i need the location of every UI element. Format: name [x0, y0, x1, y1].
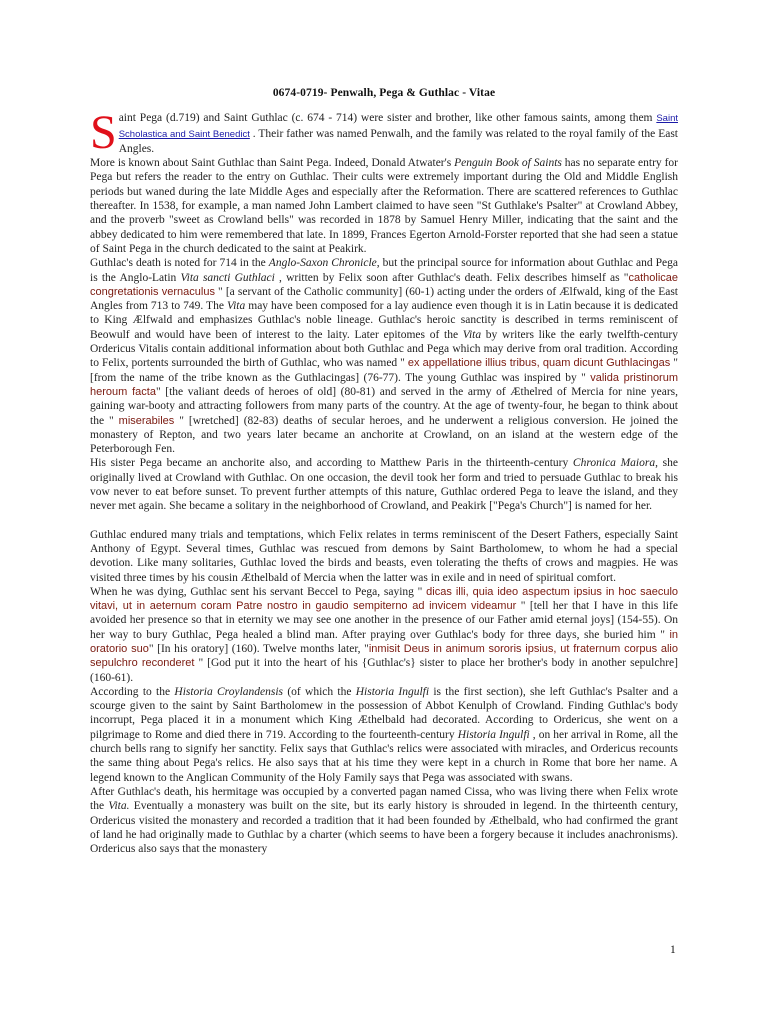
- latin-quote: catholicae congretationis vernaculus: [90, 271, 679, 298]
- paragraph-trials: [90, 528, 678, 585]
- text: " [wretched] (82-83) deaths of secular heroes, and he underwent a religious conversion. He joined the monastery of Repton, and two years later became an anchorite at Crowland, on an island at the western edge of the Peterborough Fen.: [90, 414, 678, 456]
- text: aint Pega (d.719) and Saint Guthlac (c. 674 - 714) were sister and brother, like other famous saints, among them: [118, 112, 657, 125]
- document-title: 0674-0719- Penwalh, Pega & Guthlac - Vitae: [272, 87, 496, 99]
- paragraph-felix: [90, 256, 678, 456]
- italic-title: Historia Ingulfi: [355, 685, 430, 698]
- text: . Their father was named Penwalh, and the family was related to the royal family of the East Angles.: [118, 127, 678, 155]
- page-number: 1: [670, 944, 676, 956]
- latin-quote: miserabiles: [118, 414, 175, 427]
- text: Guthlac's death is noted for 714 in the: [90, 257, 269, 270]
- paragraph-historia: [90, 685, 678, 785]
- text: " [God put it into the heart of his {Guthlac's} sister to place her brother's body in another sepulchre] (160-61).: [90, 657, 678, 684]
- italic-title: Vita sancti Guthlaci: [180, 271, 275, 284]
- paragraph-hermitage: [90, 785, 678, 856]
- italic-title: Historia Croylandensis: [174, 685, 284, 698]
- latin-quote: valida pristinorum heroum facta: [90, 371, 679, 398]
- latin-quote: in oratorio suo: [90, 628, 678, 655]
- document-page: [90, 0, 678, 856]
- text: , she originally lived at Crowland with Guthlac. On one occasion, the devil took her form and tried to persuade Guthlac to break his vow never to eat before sunset. To prevent further attempts of this nature, Guthlac ordered Pega to leave the island, and they never met again. She became a solitary in the neighborhood of Crowland, and Peakirk ["Pega's Church"] is named for her.: [90, 457, 678, 513]
- text: by writers like the early twelfth-century Ordericus Vitalis contain additional information about both Guthlac and Pega which may derive from oral tradition. According to Felix, portents surrounded the birth of Guthlac, who was named ": [90, 328, 678, 370]
- text: " [In his oratory] (160). Twelve months later, ": [148, 642, 369, 655]
- italic-title: Vita.: [108, 800, 130, 813]
- text: , but the principal source for information about Guthlac and Pega is the Anglo-Latin: [90, 257, 678, 284]
- text: " [tell her that I have in this life avoided her presence so that in eternity we may see one another in the presence of our Father amid eternal joys] (154-55). On her way to bury Guthlac, Pega healed a blind man. After praying over Guthlac's body for three days, she buried him ": [90, 600, 678, 641]
- text: Guthlac endured many trials and temptations, which Felix relates in terms reminiscent of the Desert Fathers, especially Saint Anthony of Egypt. Several times, Guthlac was rescued from demons by Saint Bartholomew, to whom he had a special devotion. Like many solitaries, Guthlac loved the birds and beasts, even tolerating the thefts of crows and magpies. He was visited three times by his cousin Æthelbald of Mercia when the latter was in exile and in need of spiritual comfort.: [90, 528, 678, 584]
- text: When he was dying, Guthlac sent his servant Beccel to Pega, saying ": [90, 585, 427, 598]
- text: , written by Felix soon after Guthlac's death. Felix describes himself as ": [274, 271, 629, 284]
- paragraph-atwater: [90, 156, 678, 256]
- text: " [the valiant deeds of heroes of old] (80-81) and served in the army of Æthelred of Mercia for nine years, gaining war-booty and attracting followers from many parts of the country. At the age of twenty-four, he began to think about the ": [90, 385, 679, 427]
- latin-quote: inmisit Deus in animum sororis ipsius, ut fraternum corpus alio sepulchro reconderet: [90, 642, 678, 670]
- text: " [a servant of the Catholic community] (60-1) acting under the orders of Ælfwald, king of the East Angles from 713 to 749. The: [90, 285, 678, 313]
- text: Eventually a monastery was built on the site, but its early history is shrouded in legend. In the thirteenth century, Ordericus visited the monastery and recorded a tradition that it had been founded by Æthelbald, who had confirmed the grant of land he had originally made to Guthlac by a charter (which seems to have been a forgery because it includes anachronisms). Ordericus also says that the monastery: [90, 800, 678, 856]
- text: According to the: [90, 685, 175, 698]
- italic-title: Vita: [226, 300, 246, 313]
- italic-title: Historia Ingulfi: [457, 728, 530, 741]
- text: After Guthlac's death, his hermitage was occupied by a converted pagan named Cissa, who was living there when Felix wrote the: [90, 785, 678, 813]
- text: His sister Pega became an anchorite also, and according to Matthew Paris in the thirteenth-century: [90, 457, 573, 470]
- text: " [from the name of the tribe known as the Guthlacingas] (76-77). The young Guthlac was inspired by ": [90, 357, 678, 384]
- text: , on her arrival in Rome, all the church bells rang to signify her sanctity. Felix says that Guthlac's relics were associated with miracles, and Ordericus recounts the same thing about Pega's relics. He also says that at his time they were kept in a church in Rome that bore her name. A legend known to the Anglican Community of the Holy Family says that Pega was associated with swans.: [90, 728, 678, 784]
- italic-title: Penguin Book of Saints: [454, 157, 562, 170]
- paragraph-pega-sister: [90, 456, 678, 513]
- text: More is known about Saint Guthlac than Saint Pega. Indeed, Donald Atwater's: [90, 157, 455, 170]
- text: (of which the: [283, 685, 356, 698]
- text: has no separate entry for Pega but refers the reader to the entry on Guthlac. Their cults were extremely important during the Old and Middle English periods but waned during the late Middle Ages and especially after the Reformation. There are scattered references to Guthlac thereafter. In 1538, for example, a man named John Lambert claimed to have seen "St Guthlake's Psalter" at Crowland Abbey, and the proverb "sweet as Crowland bells" was recorded in 1878 by Samuel Henry Miller, indicating that the saint and the abbey dedicated to him were remembered that late. In 1899, Frances Egerton Arnold-Forster reported that she had seen a statue of Saint Pega in the church dedicated to the saint at Peakirk.: [90, 157, 678, 255]
- paragraph-gap: [90, 514, 678, 528]
- latin-quote: ex appellatione illius tribus, quam dicunt Guthlacingas: [407, 357, 671, 370]
- latin-quote: dicas illi, quia ideo aspectum ipsius in hoc saeculo vitavi, ut in aeternum coram Patre nostro in gaudio sempiterno ad invicem videamur: [90, 585, 678, 613]
- drop-cap: S: [90, 106, 117, 160]
- italic-title: Chronica Maiora: [572, 457, 656, 470]
- paragraph-dying: [90, 585, 678, 685]
- saint-scholastica-link[interactable]: Saint Scholastica and Saint Benedict: [118, 113, 678, 140]
- italic-title: Vita: [462, 328, 482, 341]
- italic-title: Anglo-Saxon Chronicle: [268, 257, 377, 270]
- text: may have been composed for a lay audience even though it is in Latin because it is dedicated to King Ælfwald and emphasizes Guthlac's noble lineage. Guthlac's heroic sanctity is described in terms reminiscent of Beowulf and would have been of interest to the laity. Later epitomes of the: [90, 300, 678, 341]
- paragraph-intro: [90, 106, 678, 160]
- text: is the first section), she left Guthlac's Psalter and a scourge given to the saint by Saint Bartholomew in the possession of Abbot Kenulph of Crowland. Finding Guthlac's body incorrupt, Pega placed it in a monument which King Æthelbald had decorated. According to Ordericus, she went on a pilgrimage to Rome and died there in 719. According to the fourteenth-century: [90, 685, 679, 741]
